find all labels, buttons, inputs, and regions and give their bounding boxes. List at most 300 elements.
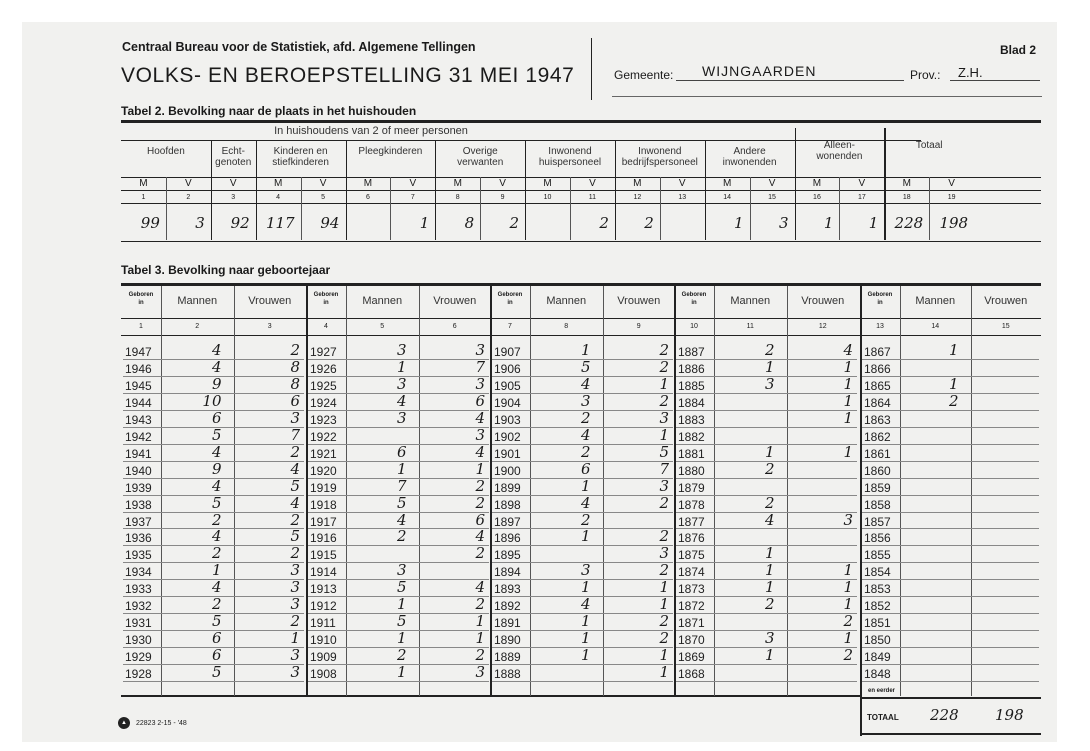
tabel2-col-number: 13 <box>678 194 687 201</box>
tabel3-vrouwen-value: 2 <box>659 493 669 512</box>
tabel3-col-number: 5 <box>380 323 385 330</box>
tabel2-group-header: Andere inwonenden <box>722 146 777 168</box>
tabel2-mv-label: M <box>139 178 148 189</box>
tabel3-vrouwen-value: 4 <box>290 493 300 512</box>
tabel3-vrouwen-value: 2 <box>659 527 669 546</box>
tabel2-col-number: 6 <box>365 194 370 201</box>
tabel3-year: 1865 <box>864 378 891 393</box>
tabel2-value: 8 <box>464 214 475 232</box>
tabel3-mannen-value: 6 <box>211 629 222 648</box>
tabel3-year: 1910 <box>310 633 337 648</box>
tabel2-bottom-rule <box>121 241 1041 242</box>
tabel2-mv-label: M <box>363 178 373 189</box>
tabel3-mannen-value: 2 <box>580 442 591 461</box>
tabel3-year: 1915 <box>310 548 337 563</box>
tabel3-mannen-header: Mannen <box>546 295 587 307</box>
tabel3-vrouwen-value: 3 <box>290 408 300 427</box>
tabel3-mannen-value: 3 <box>580 561 591 580</box>
tabel3-vrouwen-value: 4 <box>475 527 485 546</box>
tabel3-col-number: 13 <box>876 323 884 330</box>
gemeente-underline <box>676 80 904 81</box>
tabel3-vrouwen-value: 4 <box>290 459 300 478</box>
tabel3-mannen-value: 5 <box>396 612 407 631</box>
tabel3-vrouwen-header: Vrouwen <box>248 295 292 307</box>
tabel3-row-line <box>492 681 673 682</box>
tabel2-mv-label: M <box>453 178 462 189</box>
tabel3-year: 1913 <box>310 582 337 597</box>
tabel3-mannen-value: 1 <box>580 476 591 495</box>
tabel3-vrouwen-value: 1 <box>843 442 853 461</box>
tabel3-vrouwen-value: 2 <box>290 442 300 461</box>
tabel3-year: 1888 <box>494 667 521 682</box>
tabel3-mannen-value: 5 <box>211 493 222 512</box>
tabel2-value: 94 <box>320 214 340 232</box>
tabel3-mannen-value: 1 <box>580 578 591 597</box>
tabel3-vrouwen-value: 2 <box>290 544 300 563</box>
tabel3-vrouwen-value: 3 <box>290 646 300 665</box>
tabel3-geboren-header: Geboren in <box>867 292 893 306</box>
tabel3-vrouwen-header: Vrouwen <box>617 295 661 307</box>
tabel3-mannen-value: 3 <box>764 374 775 393</box>
tabel3-vrouwen-value: 7 <box>475 357 485 376</box>
tabel3-year: 1889 <box>494 650 521 665</box>
tabel3-year: 1877 <box>678 514 705 529</box>
tabel3-vrouwen-value: 3 <box>290 663 300 682</box>
tabel3-mannen-value: 2 <box>764 341 775 359</box>
print-code: 22823 2-15 - '48 <box>136 720 187 727</box>
tabel3-mannen-value: 1 <box>764 544 775 563</box>
tabel3-row-line <box>862 664 1039 665</box>
tabel3-col-number: 15 <box>1001 323 1010 330</box>
tabel3-vrouwen-value: 2 <box>475 646 485 665</box>
tabel3-mannen-value: 2 <box>764 595 775 614</box>
tabel3-vrouwen-value: 2 <box>659 341 669 359</box>
tabel3-year: 1901 <box>494 446 521 461</box>
totaal-mannen-value: 228 <box>930 706 959 724</box>
tabel2-mv-label: V <box>678 178 686 189</box>
tabel3-mannen-value: 1 <box>396 595 407 614</box>
tabel3-year: 1885 <box>678 378 705 393</box>
tabel2-mv-label: V <box>499 178 506 189</box>
tabel3-year: 1890 <box>494 633 521 648</box>
tabel3-totaal-bottom-rule <box>860 733 1041 735</box>
tabel3-year: 1927 <box>310 345 337 359</box>
tabel3-row-line <box>862 562 1039 563</box>
tabel3-row-line <box>862 444 1039 445</box>
tabel3-mannen-value: 4 <box>396 510 407 529</box>
tabel3-year: 1851 <box>864 616 891 631</box>
tabel2-mv-label: V <box>185 178 192 189</box>
tabel3-vrouwen-value: 4 <box>475 442 485 461</box>
tabel3-col-number: 2 <box>195 323 200 330</box>
tabel2-value: 2 <box>644 214 654 232</box>
tabel3-mannen-value: 1 <box>948 374 959 393</box>
tabel3-mannen-value: 9 <box>211 374 222 393</box>
tabel3-year: 1937 <box>125 514 152 529</box>
tabel3-vrouwen-value: 2 <box>475 476 485 495</box>
tabel3-vrouwen-value: 6 <box>290 391 300 410</box>
tabel3-vrouwen-value: 1 <box>659 663 669 682</box>
tabel2-col-number: 18 <box>902 194 911 201</box>
tabel3-year: 1867 <box>864 345 891 359</box>
tabel3-col-number: 10 <box>690 323 698 330</box>
tabel2-group-header: Pleegkinderen <box>358 146 423 157</box>
tabel3-mannen-value: 1 <box>948 341 959 359</box>
tabel3-year: 1856 <box>864 531 891 546</box>
tabel3-geboren-header: Geboren in <box>313 292 339 306</box>
tabel3-year: 1938 <box>125 497 152 512</box>
tabel3-mannen-value: 5 <box>580 357 591 376</box>
tabel2-value: 2 <box>599 214 609 232</box>
tabel3-vrouwen-value: 3 <box>843 510 853 529</box>
tabel2-col-number: 9 <box>500 194 505 201</box>
tabel3-vrouwen-value: 2 <box>290 612 300 631</box>
tabel3-mannen-header: Mannen <box>177 295 218 307</box>
tabel3-num-bottom-rule <box>121 335 1041 336</box>
tabel3-vrouwen-value: 2 <box>843 612 853 631</box>
tabel3-vrouwen-header: Vrouwen <box>984 295 1028 307</box>
tabel3-year: 1887 <box>678 345 705 359</box>
tabel3-vrouwen-value: 2 <box>290 341 300 359</box>
tabel2-group-header: Inwonend bedrijfspersoneel <box>621 146 698 168</box>
tabel2-col-number: 17 <box>857 194 866 201</box>
tabel2-top-rule <box>121 120 1041 123</box>
printer-logo-icon: ▲ <box>118 717 130 729</box>
tabel3-block-divider <box>306 286 308 696</box>
tabel3-year: 1944 <box>125 395 152 410</box>
tabel3-vrouwen-value: 2 <box>659 357 669 376</box>
tabel3-top-rule <box>121 283 1041 286</box>
tabel3-row-line <box>676 664 857 665</box>
tabel3-vrouwen-value: 7 <box>659 459 669 478</box>
tabel3-vrouwen-value: 3 <box>475 374 485 393</box>
tabel3-year: 1920 <box>310 463 337 478</box>
prov-label: Prov.: <box>910 68 941 82</box>
tabel2-mv-label: V <box>948 178 955 189</box>
tabel3-year: 1886 <box>678 361 705 376</box>
tabel3-vrouwen-value: 3 <box>659 476 669 495</box>
tabel3-year: 1864 <box>864 395 891 410</box>
tabel3-vrouwen-value: 3 <box>290 578 300 597</box>
tabel2-mv-label: M <box>902 178 911 189</box>
tabel3-vrouwen-value: 2 <box>659 561 669 580</box>
totaal-label: TOTAAL <box>867 713 899 722</box>
tabel3-vrouwen-value: 1 <box>290 629 300 648</box>
tabel3-vrouwen-value: 2 <box>475 544 485 563</box>
tabel3-mannen-value: 2 <box>396 646 407 665</box>
tabel2-mv-label: V <box>409 178 417 189</box>
tabel3-mannen-value: 3 <box>396 408 407 427</box>
tabel2-col-number: 16 <box>813 194 821 201</box>
tabel3-mannen-value: 1 <box>580 341 591 359</box>
tabel3-year: 1855 <box>864 548 891 563</box>
tabel3-vrouwen-value: 2 <box>475 493 485 512</box>
tabel3-year: 1848 <box>864 667 891 682</box>
tabel3-year: 1943 <box>125 412 152 427</box>
tabel2-value: 3 <box>778 214 789 232</box>
tabel2-col-number: 7 <box>410 194 415 201</box>
tabel2-value: 198 <box>939 214 969 232</box>
tabel3-year: 1896 <box>494 531 521 546</box>
tabel3-year: 1916 <box>310 531 337 546</box>
tabel3-row-line <box>862 410 1039 411</box>
tabel2-group-header: Inwonend huispersoneel <box>538 146 602 168</box>
tabel3-year: 1854 <box>864 565 891 580</box>
tabel3-year: 1866 <box>864 361 891 376</box>
tabel3-vrouwen-value: 1 <box>843 595 853 614</box>
tabel3-mannen-value: 5 <box>211 663 222 682</box>
tabel3-col-number: 11 <box>746 323 754 330</box>
tabel3-year: 1895 <box>494 548 521 563</box>
tabel3-mannen-value: 4 <box>211 357 222 376</box>
tabel3-mannen-value: 1 <box>764 578 775 597</box>
tabel3-mannen-value: 2 <box>211 595 222 614</box>
tabel3-mannen-value: 1 <box>211 561 222 580</box>
tabel3-year: 1878 <box>678 497 705 512</box>
tabel3-vrouwen-value: 2 <box>659 391 669 410</box>
tabel2-col-number: 1 <box>141 194 146 201</box>
tabel3-year: 1897 <box>494 514 521 529</box>
tabel3-vrouwen-value: 4 <box>475 578 485 597</box>
tabel3-vrouwen-value: 1 <box>843 408 853 427</box>
tabel3-vrouwen-value: 1 <box>659 646 669 665</box>
tabel2-col-number: 10 <box>543 194 552 201</box>
tabel2-col-number: 5 <box>321 194 325 201</box>
tabel3-vrouwen-header: Vrouwen <box>433 295 477 307</box>
tabel3-vrouwen-value: 1 <box>843 629 853 648</box>
tabel3-vrouwen-value: 1 <box>475 629 485 648</box>
header-divider <box>591 38 592 100</box>
tabel3-vrouwen-value: 6 <box>475 391 485 410</box>
tabel3-mannen-value: 3 <box>396 374 407 393</box>
tabel3-block-divider <box>490 286 492 696</box>
tabel3-row-line <box>862 512 1039 513</box>
tabel3-mannen-header: Mannen <box>915 295 956 307</box>
tabel3-year: 1940 <box>125 463 152 478</box>
tabel3-year: 1893 <box>494 582 521 597</box>
tabel3-mannen-value: 2 <box>948 391 959 410</box>
tabel3-row-line <box>862 630 1039 631</box>
tabel3-row-line <box>862 528 1039 529</box>
tabel3-year: 1921 <box>310 446 337 461</box>
tabel2-mv-label: V <box>589 178 596 189</box>
tabel3-mannen-value: 1 <box>396 663 407 682</box>
tabel3-row-line <box>862 647 1039 648</box>
tabel3-vrouwen-value: 1 <box>843 374 853 393</box>
tabel3-mannen-value: 4 <box>580 374 591 393</box>
tabel3-year: 1926 <box>310 361 337 376</box>
tabel2-title: Tabel 2. Bevolking naar de plaats in het huishouden <box>121 104 417 118</box>
tabel3-year: 1862 <box>864 429 891 444</box>
tabel3-mannen-value: 6 <box>211 646 222 665</box>
bureau-line: Centraal Bureau voor de Statistiek, afd. Algemene Tellingen <box>122 40 476 54</box>
tabel2-value: 1 <box>823 214 834 232</box>
tabel2-value: 2 <box>509 214 520 232</box>
tabel3-mannen-header: Mannen <box>730 295 771 307</box>
en-eerder-label: en eerder <box>868 688 896 694</box>
tabel2-mv-label: M <box>273 178 283 189</box>
tabel3-year: 1874 <box>678 565 705 580</box>
tabel2-value: 228 <box>894 214 924 232</box>
tabel3-vrouwen-header: Vrouwen <box>801 295 845 307</box>
tabel3-year: 1868 <box>678 667 705 682</box>
tabel2-group-header: Totaal <box>915 140 943 151</box>
tabel2-value: 92 <box>230 214 250 232</box>
tabel3-col-number: 12 <box>818 323 827 330</box>
tabel3-vrouwen-value: 1 <box>659 578 669 597</box>
tabel3-year: 1869 <box>678 650 705 665</box>
tabel3-year: 1912 <box>310 599 337 614</box>
tabel3-year: 1933 <box>125 582 152 597</box>
tabel3-vrouwen-value: 3 <box>659 408 669 427</box>
tabel3-vrouwen-value: 2 <box>290 510 300 529</box>
tabel3-mannen-value: 4 <box>211 527 222 546</box>
tabel3-year: 1936 <box>125 531 152 546</box>
tabel3-year: 1883 <box>678 412 705 427</box>
tabel3-year: 1859 <box>864 480 891 495</box>
tabel3-year: 1918 <box>310 497 337 512</box>
totaal-vrouwen-value: 198 <box>995 706 1024 724</box>
tabel3-year: 1907 <box>494 345 521 359</box>
tabel2-mv-bottom-rule <box>121 190 1041 191</box>
tabel3-row-line <box>862 613 1039 614</box>
gemeente-label: Gemeente: <box>614 68 674 82</box>
tabel2-col-number: 12 <box>633 194 642 201</box>
tabel3-year: 1882 <box>678 429 705 444</box>
tabel3-year: 1934 <box>125 565 152 580</box>
tabel3-vrouwen-value: 2 <box>475 595 485 614</box>
tabel3-year: 1908 <box>310 667 337 682</box>
tabel3-vrouwen-value: 4 <box>475 408 485 427</box>
tabel2-col-number: 3 <box>231 194 236 201</box>
tabel3-mv-divider <box>971 286 972 696</box>
tabel2-mv-label: M <box>543 178 552 189</box>
tabel3-mannen-value: 4 <box>211 341 222 359</box>
tabel3-mannen-value: 2 <box>211 510 222 529</box>
tabel3-year: 1925 <box>310 378 337 393</box>
tabel3-mannen-value: 3 <box>580 391 591 410</box>
tabel3-vrouwen-value: 7 <box>290 425 300 444</box>
tabel3-title: Tabel 3. Bevolking naar geboortejaar <box>121 263 331 277</box>
tabel3-year: 1928 <box>125 667 152 682</box>
tabel3-vrouwen-value: 1 <box>843 357 853 376</box>
tabel3-year: 1946 <box>125 361 152 376</box>
tabel3-mannen-value: 6 <box>580 459 591 478</box>
tabel3-row-line <box>308 681 489 682</box>
tabel3-year: 1905 <box>494 378 521 393</box>
tabel3-row-line <box>862 596 1039 597</box>
tabel3-mannen-value: 6 <box>211 408 222 427</box>
tabel2-col-number: 8 <box>455 194 460 201</box>
tabel3-geboren-header: Geboren in <box>681 292 707 306</box>
tabel2-group-header: Alleen- wonenden <box>816 140 863 162</box>
tabel3-vrouwen-value: 8 <box>290 374 300 393</box>
tabel3-vrouwen-value: 3 <box>475 425 485 444</box>
tabel3-mannen-value: 4 <box>764 510 775 529</box>
gemeente-value: WIJNGAARDEN <box>702 63 817 79</box>
tabel2-col-number: 14 <box>723 194 732 201</box>
tabel3-vrouwen-value: 5 <box>290 476 300 495</box>
tabel3-row-line <box>862 579 1039 580</box>
tabel2-col-number: 11 <box>588 194 597 201</box>
tabel3-mannen-value: 1 <box>396 357 407 376</box>
tabel3-mannen-value: 1 <box>580 629 591 648</box>
tabel3-year: 1904 <box>494 395 521 410</box>
tabel3-year: 1931 <box>125 616 152 631</box>
tabel3-mannen-value: 4 <box>580 595 591 614</box>
tabel3-mannen-value: 3 <box>396 341 407 359</box>
tabel3-mannen-value: 1 <box>764 442 775 461</box>
tabel3-row-line <box>862 545 1039 546</box>
tabel3-mannen-value: 1 <box>396 459 407 478</box>
tabel3-year: 1858 <box>864 497 891 512</box>
tabel2-value: 1 <box>868 214 879 232</box>
tabel3-year: 1914 <box>310 565 337 580</box>
prov-underline <box>950 80 1040 81</box>
tabel3-mannen-value: 1 <box>764 646 775 665</box>
tabel3-year: 1947 <box>125 345 152 359</box>
tabel3-year: 1850 <box>864 633 891 648</box>
tabel3-year: 1857 <box>864 514 891 529</box>
tabel3-vrouwen-value: 1 <box>659 595 669 614</box>
tabel3-mannen-value: 5 <box>211 425 222 444</box>
tabel2-group-header: Kinderen en stiefkinderen <box>272 146 329 168</box>
tabel2-mv-label: V <box>319 178 327 189</box>
tabel3-row-line <box>862 461 1039 462</box>
tabel3-year: 1917 <box>310 514 337 529</box>
tabel3-vrouwen-value: 5 <box>659 442 669 461</box>
tabel3-col-number: 6 <box>452 323 457 330</box>
tabel3-year: 1922 <box>310 429 337 444</box>
tabel3-mannen-value: 4 <box>211 578 222 597</box>
tabel3-mannen-value: 3 <box>764 629 775 648</box>
tabel3-col-number: 14 <box>931 323 940 330</box>
tabel3-row-line <box>123 681 304 682</box>
tabel3-year: 1873 <box>678 582 705 597</box>
tabel3-row-line <box>862 427 1039 428</box>
tabel3-mannen-value: 9 <box>211 459 222 478</box>
header-rule <box>612 96 1042 97</box>
tabel2-num-bottom-rule <box>121 203 1041 204</box>
prov-value: Z.H. <box>958 65 983 80</box>
tabel2-value: 3 <box>195 214 205 232</box>
tabel3-year: 1906 <box>494 361 521 376</box>
tabel3-mannen-value: 1 <box>764 357 775 376</box>
tabel3-mannen-value: 1 <box>580 527 591 546</box>
tabel3-year: 1853 <box>864 582 891 597</box>
tabel3-vrouwen-value: 3 <box>290 595 300 614</box>
tabel3-vrouwen-value: 3 <box>659 544 669 563</box>
tabel3-mannen-value: 1 <box>764 561 775 580</box>
tabel3-mannen-value: 3 <box>396 561 407 580</box>
tabel3-year: 1903 <box>494 412 521 427</box>
tabel3-block-divider <box>674 286 676 696</box>
tabel3-mannen-value: 10 <box>202 391 222 410</box>
tabel3-year: 1899 <box>494 480 521 495</box>
tabel3-mannen-value: 2 <box>580 510 591 529</box>
tabel3-year: 1849 <box>864 650 891 665</box>
tabel3-mannen-value: 6 <box>396 442 407 461</box>
tabel3-vrouwen-value: 1 <box>659 425 669 444</box>
tabel3-mannen-value: 4 <box>396 391 407 410</box>
tabel3-vrouwen-value: 1 <box>475 459 485 478</box>
tabel3-year: 1884 <box>678 395 705 410</box>
tabel3-row-line <box>862 681 1039 682</box>
tabel3-mannen-value: 4 <box>211 442 222 461</box>
tabel2-col-number: 2 <box>186 194 191 201</box>
tabel3-year: 1894 <box>494 565 521 580</box>
tabel3-vrouwen-value: 5 <box>290 527 300 546</box>
